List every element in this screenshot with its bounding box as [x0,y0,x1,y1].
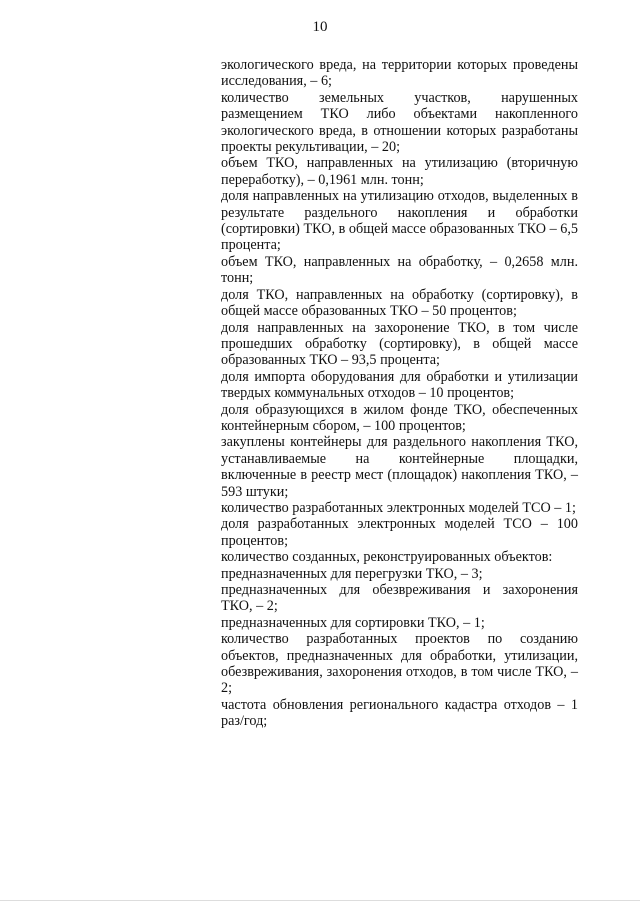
paragraph: доля импорта оборудования для обработки и утилизации твердых коммунальных отходов – 10 процентов; [221,368,578,402]
page-number: 10 [312,19,328,35]
paragraph: доля образующихся в жилом фонде ТКО, обеспеченных контейнерным сбором, – 100 процентов; [221,401,578,434]
paragraph: предназначенных для сортировки ТКО, – 1; [221,614,485,631]
paragraph: количество разработанных электронных моделей ТСО – 1; [221,499,576,516]
paragraph: частота обновления регионального кадастра отходов – 1 раз/год; [221,696,578,730]
paragraph: объем ТКО, направленных на обработку, – 0,2658 млн. тонн; [221,253,578,287]
paragraph: закуплены контейнеры для раздельного накопления ТКО, устанавливаемые на контейнерные площадки, включенные в реестр мест (площадок) накопления ТКО, – 593 штуки; [221,434,578,500]
scan-edge-line [0,900,640,901]
paragraph: количество земельных участков, нарушенных размещением ТКО либо объектами накопленного экологического вреда, в отношении которых разработаны проекты рекультивации, – 20; [221,89,578,156]
paragraph: количество разработанных проектов по созданию объектов, предназначенных для обработки, утилизации, обезвреживания, захоронения отходов, в том числе ТКО, – 2; [221,631,578,697]
paragraph: доля разработанных электронных моделей ТСО – 100 процентов; [221,516,578,549]
paragraph: предназначенных для обезвреживания и захоронения ТКО, – 2; [221,582,578,615]
body-text [221,57,578,730]
paragraph: объем ТКО, направленных на утилизацию (вторичную переработку), – 0,1961 млн. тонн; [221,155,578,188]
paragraph: предназначенных для перегрузки ТКО, – 3; [221,565,483,582]
paragraph: количество созданных, реконструированных объектов: [221,549,553,566]
paragraph: доля направленных на захоронение ТКО, в том числе прошедших обработку (сортировку), в общей массе образованных ТКО – 93,5 процента; [221,319,578,369]
paragraph: доля направленных на утилизацию отходов, выделенных в результате раздельного накопления и обработки (сортировки) ТКО, в общей массе образованных ТКО – 6,5 процента; [221,188,578,254]
paragraph: экологического вреда, на территории которых проведены исследования, – 6; [221,57,578,90]
paragraph: доля ТКО, направленных на обработку (сортировку), в общей массе образованных ТКО – 50 процентов; [221,286,578,320]
